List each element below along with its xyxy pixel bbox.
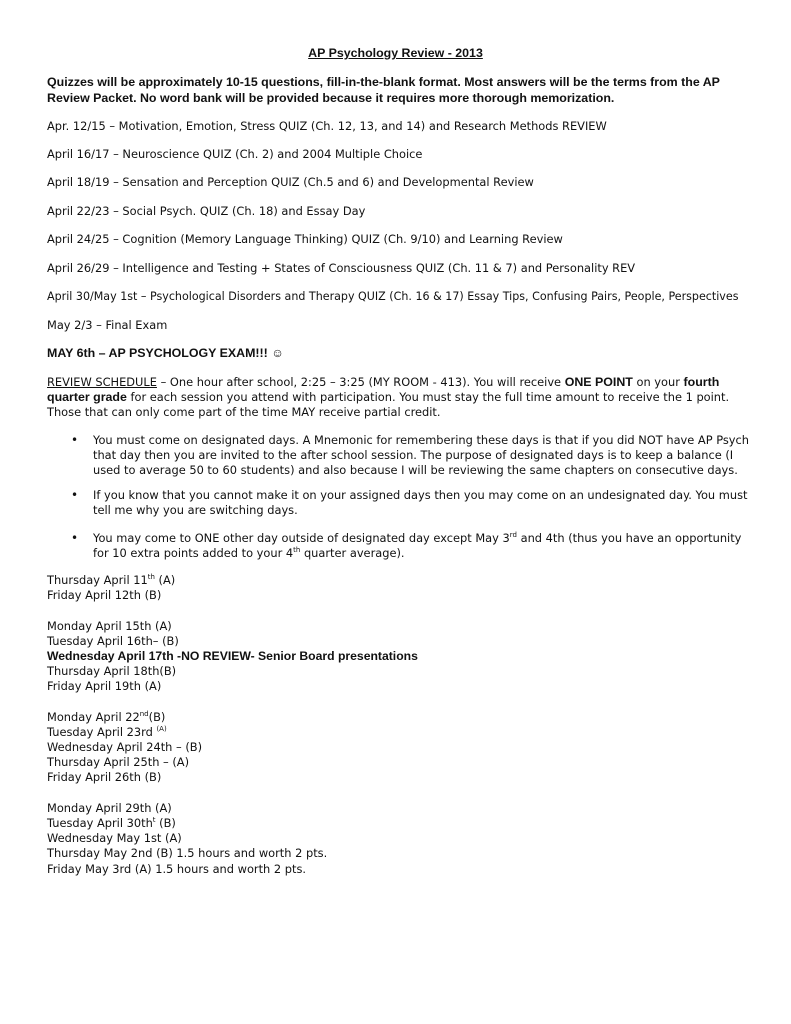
day-line: Friday May 3rd (A) 1.5 hours and worth 2 pts. xyxy=(47,861,307,876)
superscript: th xyxy=(293,546,301,554)
intro-paragraph: Quizzes will be approximately 10-15 questions, fill-in-the-blank format. Most answers will be the terms from the AP Review Packet. No word bank will be provided because it requires more thorough memorization. xyxy=(47,75,720,105)
bullet-text: You must come on designated days. A Mnemonic for remembering these days is that if you did NOT have AP Psych that day then you are invited to the after school session. The purpose of designated days is to keep a balance (I used to average 50 to 60 students) and also because I will be reviewing the same chapters on consecutive days. xyxy=(93,433,750,477)
day-line: Wednesday April 24th – (B) xyxy=(47,740,203,755)
exam-date-line: MAY 6th – AP PSYCHOLOGY EXAM!!! ☺ xyxy=(47,346,284,360)
review-text: on your xyxy=(632,375,684,389)
day-text: (B) xyxy=(148,709,166,724)
schedule-item: May 2/3 – Final Exam xyxy=(47,318,168,332)
bullet-text: You may come to ONE other day outside of designated day except May 3 xyxy=(93,531,510,545)
spacer xyxy=(47,695,418,710)
day-line: Thursday April 25th – (A) xyxy=(47,755,190,770)
bullet-item xyxy=(71,531,753,561)
day-line: Wednesday May 1st (A) xyxy=(47,831,182,846)
bullet-text: quarter average). xyxy=(300,546,405,560)
superscript: rd xyxy=(509,531,517,539)
document-title: AP Psychology Review - 2013 xyxy=(308,46,483,60)
bullet-item xyxy=(71,433,753,478)
schedule-item: April 22/23 – Social Psych. QUIZ (Ch. 18) and Essay Day xyxy=(47,204,366,218)
review-schedule-paragraph xyxy=(47,375,763,420)
day-line: Tuesday April 16th– (B) xyxy=(47,633,179,648)
day-line xyxy=(47,573,418,588)
spacer xyxy=(47,786,418,801)
review-bold: ONE POINT xyxy=(564,375,633,389)
day-text: Tuesday April 23rd xyxy=(47,724,157,739)
schedule-item: April 26/29 – Intelligence and Testing + States of Consciousness QUIZ (Ch. 11 & 7) and Personality REV xyxy=(47,261,636,275)
day-line: Monday April 15th (A) xyxy=(47,618,172,633)
superscript: (A) xyxy=(156,724,167,733)
day-line xyxy=(47,725,418,740)
review-text: for each session you attend with participation. You must stay the full time amount to receive the 1 point. Those that can only come part of the time MAY receive partial credit. xyxy=(47,390,730,419)
bullet-text: If you know that you cannot make it on your assigned days then you may come on an undesignated day. You must tell me why you are switching days. xyxy=(93,488,748,517)
superscript: th xyxy=(147,573,155,581)
schedule-item: April 30/May 1st – Psychological Disorders and Therapy QUIZ (Ch. 16 & 17) Essay Tips, Confusing Pairs, People, Perspectives xyxy=(47,290,739,303)
day-line xyxy=(47,710,418,725)
day-line xyxy=(47,816,418,831)
spacer xyxy=(47,603,418,618)
day-text: Monday April 22 xyxy=(47,709,140,724)
bullet-icon: • xyxy=(71,488,79,502)
day-line: Friday April 12th (B) xyxy=(47,588,162,603)
schedule-item: April 24/25 – Cognition (Memory Language Thinking) QUIZ (Ch. 9/10) and Learning Review xyxy=(47,232,563,246)
review-bold: fourth quarter grade xyxy=(47,375,720,404)
day-text: Tuesday April 30th xyxy=(47,816,153,830)
review-heading: REVIEW SCHEDULE xyxy=(47,375,157,389)
session-days-list xyxy=(47,573,418,877)
schedule-item: April 16/17 – Neuroscience QUIZ (Ch. 2) and 2004 Multiple Choice xyxy=(47,147,423,161)
day-text: Thursday April 11 xyxy=(47,573,148,587)
bullet-icon: • xyxy=(71,433,79,447)
day-text: (B) xyxy=(155,816,176,830)
schedule-item: Apr. 12/15 – Motivation, Emotion, Stress QUIZ (Ch. 12, 13, and 14) and Research Methods REVIEW xyxy=(47,119,607,133)
day-line: Thursday April 18th(B) xyxy=(47,664,177,679)
review-text: – One hour after school, 2:25 – 3:25 (MY ROOM - 413). You will receive xyxy=(156,375,565,389)
day-line: Friday April 19th (A) xyxy=(47,679,162,694)
bullet-text: and 4th (thus you have an opportunity for 10 extra points added to your 4 xyxy=(93,531,742,560)
day-line-bold: Wednesday April 17th -NO REVIEW- Senior Board presentations xyxy=(47,648,418,663)
bullet-icon: • xyxy=(71,531,79,545)
superscript: t xyxy=(152,816,156,824)
day-text: (A) xyxy=(154,573,176,587)
day-line: Friday April 26th (B) xyxy=(47,770,162,785)
superscript: nd xyxy=(139,709,149,718)
day-line: Monday April 29th (A) xyxy=(47,800,172,815)
day-line: Thursday May 2nd (B) 1.5 hours and worth 2 pts. xyxy=(47,846,328,861)
schedule-item: April 18/19 – Sensation and Perception QUIZ (Ch.5 and 6) and Developmental Review xyxy=(47,175,534,189)
bullet-item xyxy=(71,488,753,518)
